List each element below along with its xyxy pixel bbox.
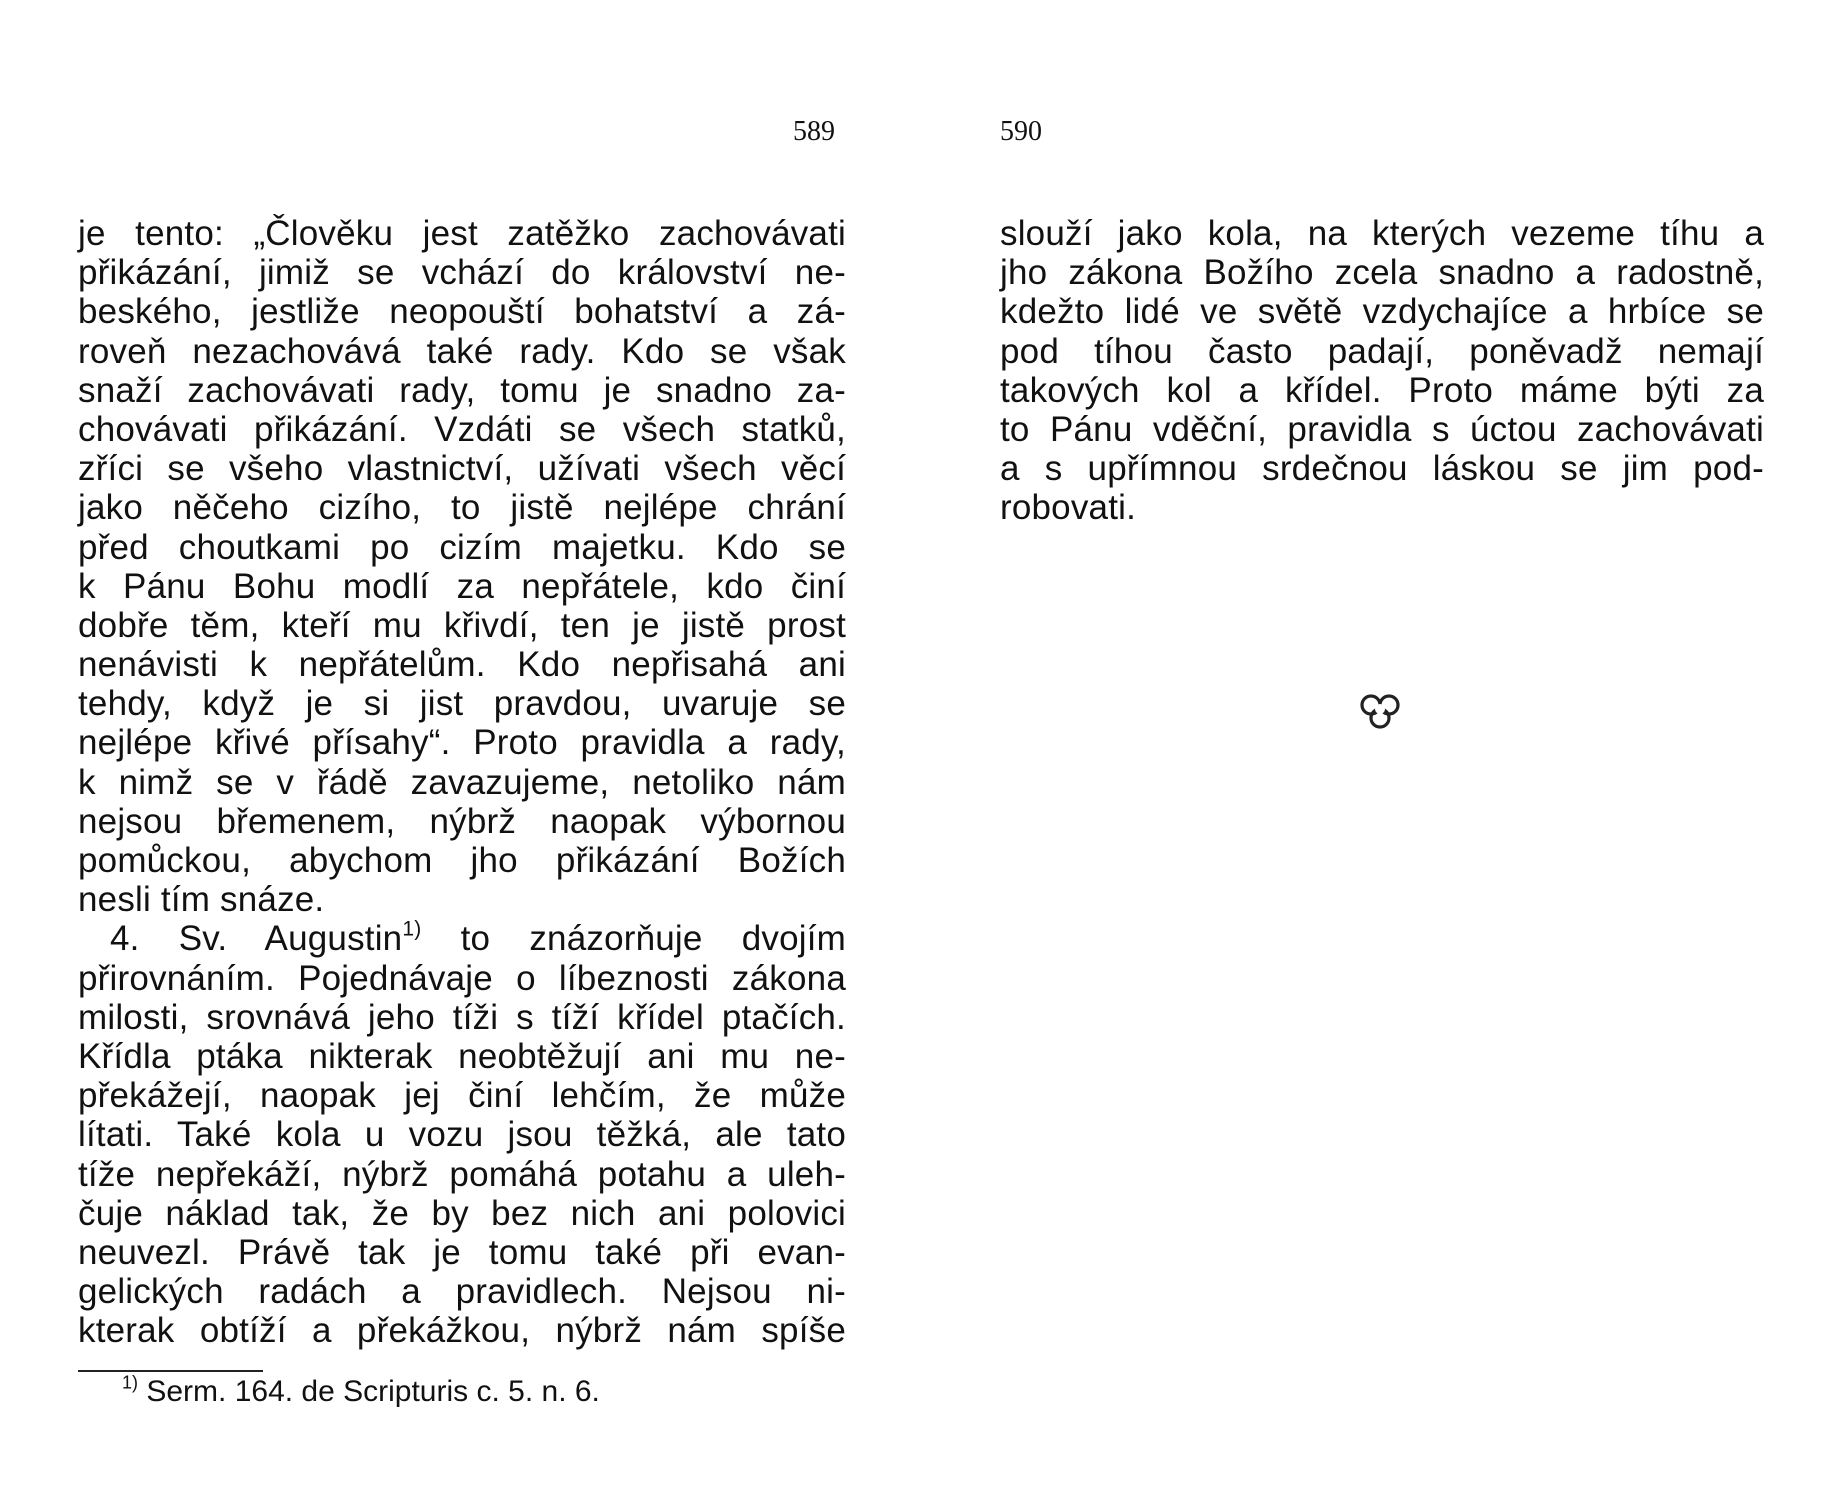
text-line: a s upřímnou srdečnou láskou se jim pod- bbox=[1000, 449, 1764, 489]
text-line: roveň nezachovává také rady. Kdo se však bbox=[78, 331, 846, 371]
text-line: nesli tím snáze. bbox=[78, 880, 325, 920]
text-line: k Pánu Bohu modlí za nepřátele, kdo činí bbox=[78, 566, 846, 606]
text-line: přirovnáním. Pojednávaje o líbeznosti zákona bbox=[78, 958, 846, 998]
text-line: snaží zachovávati rady, tomu je snadno za- bbox=[78, 370, 846, 410]
text-line: přikázání, jimiž se vchází do království ne- bbox=[78, 253, 846, 293]
page-number-right: 590 bbox=[1000, 116, 1042, 147]
text-line: je tento: „Člověku jest zatěžko zachovávati bbox=[78, 214, 846, 253]
text-line: překážejí, naopak jej činí lehčím, že může bbox=[78, 1076, 846, 1116]
text-line: gelických radách a pravidlech. Nejsou ni- bbox=[78, 1272, 846, 1312]
text-line: slouží jako kola, na kterých vezeme tíhu a bbox=[1000, 214, 1764, 253]
text-line: jako něčeho cizího, to jistě nejlépe chrání bbox=[78, 488, 846, 528]
footnote-text: Serm. 164. de Scripturis c. 5. n. 6. bbox=[138, 1375, 600, 1408]
footnote-marker: 1) bbox=[122, 1372, 139, 1393]
text-line: čuje náklad tak, že by bez nich ani polovici bbox=[78, 1193, 846, 1233]
text-line: k nimž se v řádě zavazujeme, netoliko nám bbox=[78, 762, 846, 802]
text-line: kdežto lidé ve světě vzdychajíce a hrbíce se bbox=[1000, 292, 1764, 332]
text-line: nenávisti k nepřátelům. Kdo nepřisahá ani bbox=[78, 645, 846, 685]
text-line: kterak obtíží a překážkou, nýbrž nám spíše bbox=[78, 1311, 846, 1351]
footnote-divider bbox=[78, 1370, 263, 1372]
trefoil-ornament-icon bbox=[1357, 688, 1403, 734]
text-line: pod tíhou často padají, poněvadž nemají bbox=[1000, 331, 1764, 371]
text-line: dobře těm, kteří mu křivdí, ten je jistě prost bbox=[78, 605, 846, 645]
paragraph-start-line bbox=[78, 919, 846, 958]
text-line: nejlépe křivé přísahy“. Proto pravidla a rady, bbox=[78, 723, 846, 763]
text-line: pomůckou, abychom jho přikázání Božích bbox=[78, 841, 846, 880]
footnote-reference: 1) bbox=[402, 917, 422, 941]
text-line: tíže nepřekáží, nýbrž pomáhá potahu a uleh- bbox=[78, 1154, 846, 1194]
text-line: milosti, srovnává jeho tíži s tíží křídel ptačích. bbox=[78, 997, 846, 1037]
text-line: takových kol a křídel. Proto máme býti za bbox=[1000, 370, 1764, 410]
text-line: robovati. bbox=[1000, 488, 1137, 528]
text-line: tehdy, když je si jist pravdou, uvaruje se bbox=[78, 684, 846, 724]
text-line: před choutkami po cizím majetku. Kdo se bbox=[78, 527, 846, 567]
paragraph-lead-rest: to znázorňuje dvojím bbox=[421, 919, 847, 959]
footnote bbox=[122, 1374, 600, 1410]
paragraph-lead: 4. Sv. Augustin bbox=[110, 919, 403, 959]
page-number-left: 589 bbox=[793, 116, 835, 147]
right-column-text bbox=[1000, 214, 1764, 528]
text-line: to Pánu vděční, pravidla s úctou zachovávati bbox=[1000, 409, 1764, 449]
text-line: beského, jestliže neopouští bohatství a zá- bbox=[78, 292, 846, 332]
text-line: nejsou břemenem, nýbrž naopak výbornou bbox=[78, 801, 846, 841]
text-line: lítati. Také kola u vozu jsou těžká, ale tato bbox=[78, 1115, 846, 1155]
left-column-text bbox=[78, 214, 846, 1350]
text-line: neuvezl. Právě tak je tomu také při evan- bbox=[78, 1232, 846, 1272]
text-line: chovávati přikázání. Vzdáti se všech statků, bbox=[78, 409, 846, 449]
text-line: Křídla ptáka nikterak neobtěžují ani mu ne- bbox=[78, 1036, 846, 1076]
text-line: jho zákona Božího zcela snadno a radostně, bbox=[1000, 253, 1764, 293]
text-line: zříci se všeho vlastnictví, užívati všech věcí bbox=[78, 449, 846, 489]
